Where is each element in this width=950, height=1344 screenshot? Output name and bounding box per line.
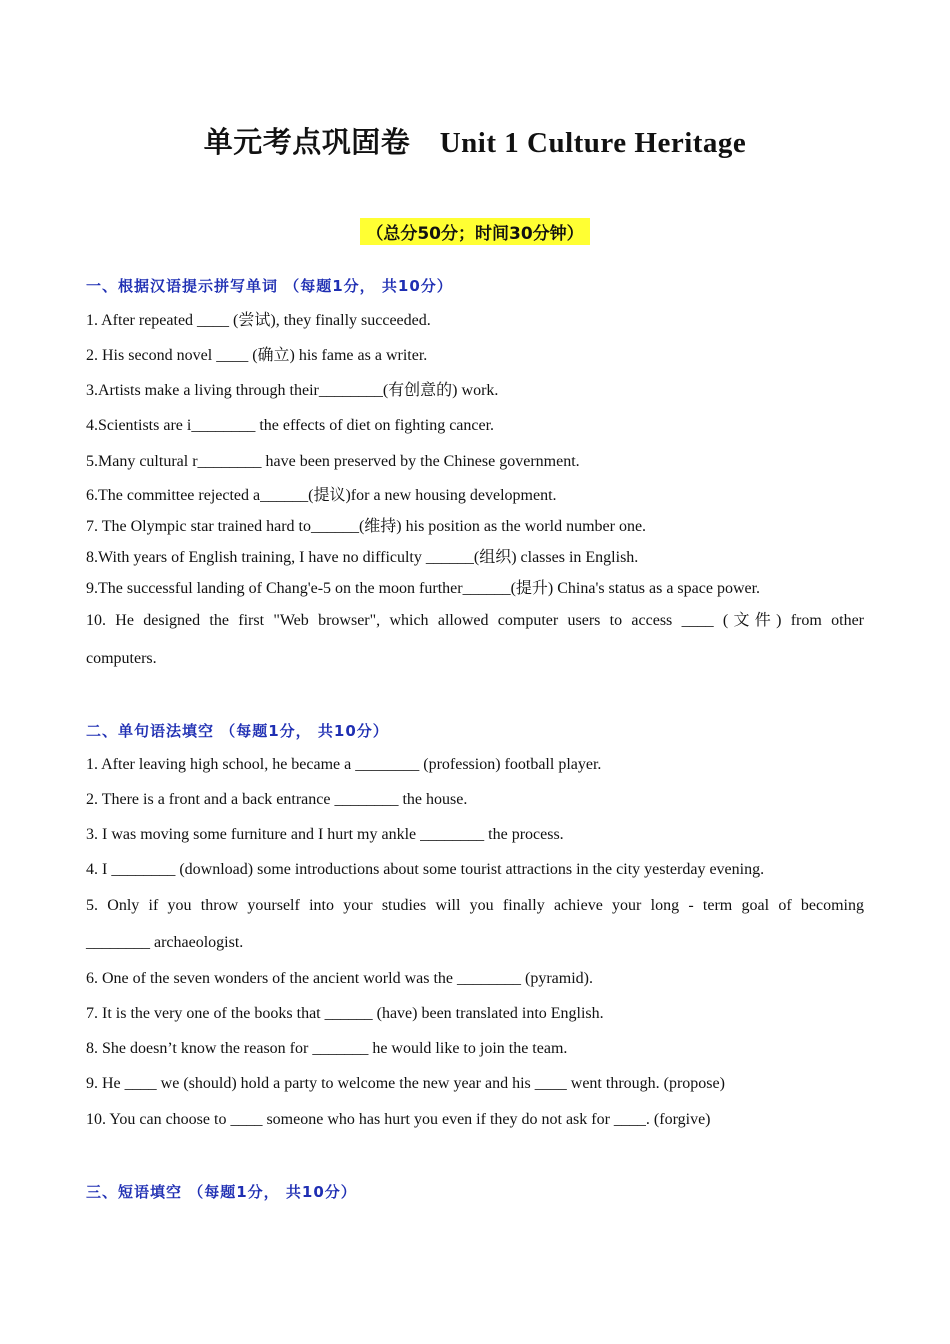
- section-1-heading: 一、根据汉语提示拼写单词 （每题1分， 共10分）: [86, 277, 453, 295]
- question-1-3: 3.Artists make a living through their________(有创意的) work.: [86, 382, 499, 399]
- question-1-9: 9.The successful landing of Chang'e-5 on the moon further______(提升) China's status as a space power.: [86, 580, 761, 597]
- question-2-8: 8. She doesn’t know the reason for _______ he would like to join the team.: [86, 1040, 568, 1057]
- question-2-10: 10. You can choose to ____ someone who has hurt you even if they do not ask for ____. (forgive): [86, 1111, 711, 1128]
- question-1-10: 10. He designed the first "Web browser", which allowed computer users to access ____ (文件) from other: [86, 612, 864, 629]
- question-2-3: 3. I was moving some furniture and I hurt my ankle ________ the process.: [86, 826, 564, 843]
- page-title: 单元考点巩固卷 Unit 1 Culture Heritage: [203, 127, 747, 159]
- question-2-6: 6. One of the seven wonders of the ancient world was the ________ (pyramid).: [86, 970, 593, 987]
- section-3-heading: 三、短语填空 （每题1分， 共10分）: [86, 1183, 357, 1201]
- question-2-2: 2. There is a front and a back entrance ________ the house.: [86, 791, 468, 808]
- question-2-9: 9. He ____ we (should) hold a party to welcome the new year and his ____ went through. (propose): [86, 1075, 725, 1092]
- question-2-1: 1. After leaving high school, he became a ________ (profession) football player.: [86, 756, 602, 773]
- question-1-1: 1. After repeated ____ (尝试), they finally succeeded.: [86, 312, 431, 329]
- question-2-7: 7. It is the very one of the books that ______ (have) been translated into English.: [86, 1005, 604, 1022]
- question-1-8: 8.With years of English training, I have no difficulty ______(组织) classes in English.: [86, 549, 639, 566]
- question-1-5: 5.Many cultural r________ have been preserved by the Chinese government.: [86, 453, 580, 470]
- question-2-5-continued: ________ archaeologist.: [86, 934, 244, 951]
- question-1-4: 4.Scientists are i________ the effects of diet on fighting cancer.: [86, 417, 495, 434]
- question-2-4: 4. I ________ (download) some introductions about some tourist attractions in the city yesterday evening.: [86, 861, 765, 878]
- question-1-2: 2. His second novel ____ (确立) his fame as a writer.: [86, 347, 428, 364]
- section-2-heading: 二、单句语法填空 （每题1分， 共10分）: [86, 722, 389, 740]
- score-time-text: （总分50分；时间30分钟）: [360, 218, 589, 245]
- score-time-banner: [0, 218, 950, 245]
- question-1-6: 6.The committee rejected a______(提议)for a new housing development.: [86, 487, 557, 504]
- question-1-10-continued: computers.: [86, 650, 157, 667]
- question-2-5: 5. Only if you throw yourself into your studies will you finally achieve your long - term goal of becoming: [86, 897, 864, 914]
- question-1-7: 7. The Olympic star trained hard to______(维持) his position as the world number one.: [86, 518, 647, 535]
